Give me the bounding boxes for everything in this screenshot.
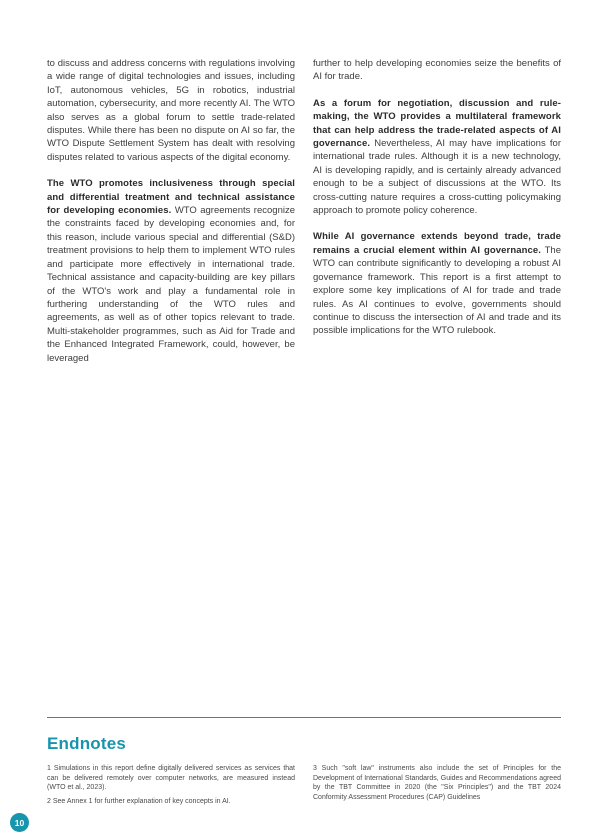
endnote [313,764,561,802]
endnote [47,764,295,793]
endnotes-left-column [47,764,295,810]
paragraph [313,97,561,218]
endnote-text: Such "soft law" instruments also include the set of Principles for the Development of International Standards, Guides and Recommendations agreed by the TBT Committee in 2020 (the "Six Principles") and the TBT 2024 Conformity Assessment Procedures (CAP) Guidelines [313,765,561,801]
endnote-number: 2 [47,797,51,805]
paragraph-text: to discuss and address concerns with regulations involving a wide range of digital technologies and issues, including IoT, autonomous vehicles, 5G in robotics, industrial automation, cybersecurity, and more recently AI. The WTO also serves as a global forum to settle trade-related disputes. While there has been no dispute on AI so far, the WTO Dispute Settlement System has dealt with resolving disputes related to various aspects of the digital economy. [47,58,295,163]
page-number-badge: 10 [10,813,29,832]
endnote-text: Simulations in this report define digitally delivered services as services that can be delivered remotely over computer networks, are measured instead (WTO et al., 2023). [47,765,295,792]
paragraph [313,57,561,84]
paragraph [47,57,295,164]
endnotes-section [47,717,561,810]
endnotes-right-column [313,764,561,810]
article-body [47,57,561,378]
paragraph [313,230,561,337]
endnotes-title: Endnotes [47,734,127,753]
paragraph-text: further to help developing economies seize the benefits of AI for trade. [313,58,561,83]
paragraph-text: The WTO can contribute significantly to developing a robust AI governance framework. This report is a first attempt to explore some key implications of AI for trade and trade rules. As AI continues to evolve, governments should continue to discuss the intersection of AI and trade and its possible implications for the WTO rulebook. [313,244,562,337]
paragraph [47,177,295,365]
paragraph-lead-bold: While AI governance extends beyond trade, trade remains a crucial element within AI governance. [313,231,561,256]
paragraph-text: WTO agreements recognize the constraints faced by developing economies and, for this reason, include various special and differential (S&D) treatment provisions to help them to implement WTO rules and participate more effectively in international trade. Technical assistance and capacity-building are key pillars of the WTO's work and play a fundamental role in furthering understanding of the WTO rules and agreements, as well as of other topics relevant to trade. Multi-stakeholder programmes, such as Aid for Trade and the Enhanced Integrated Framework, could, however, be leveraged [47,205,295,364]
endnotes-columns [47,764,561,810]
endnote-number: 1 [47,765,51,772]
endnote-number: 3 [313,765,317,772]
paragraph-text: Nevertheless, AI may have implications for international trade rules. Although it is a new technology, AI is developing rapidly, and is certainly already advanced enough to be a subject of discussions at the WTO. Its cross-cutting nature requires a cross-cutting policymaking approach to promote policy coherence. [313,138,561,217]
right-column [313,57,561,378]
left-column [47,57,295,378]
endnote-text: See Annex 1 for further explanation of key concepts in AI. [52,797,231,805]
paragraph-lead-bold: The WTO promotes inclusiveness through special and differential treatment and technical assistance for developing economies. [47,178,295,217]
endnote [47,797,295,807]
paragraph-lead-bold: As a forum for negotiation, discussion and rule-making, the WTO provides a multilateral framework that can help address the trade-related aspects of AI governance. [313,97,561,150]
